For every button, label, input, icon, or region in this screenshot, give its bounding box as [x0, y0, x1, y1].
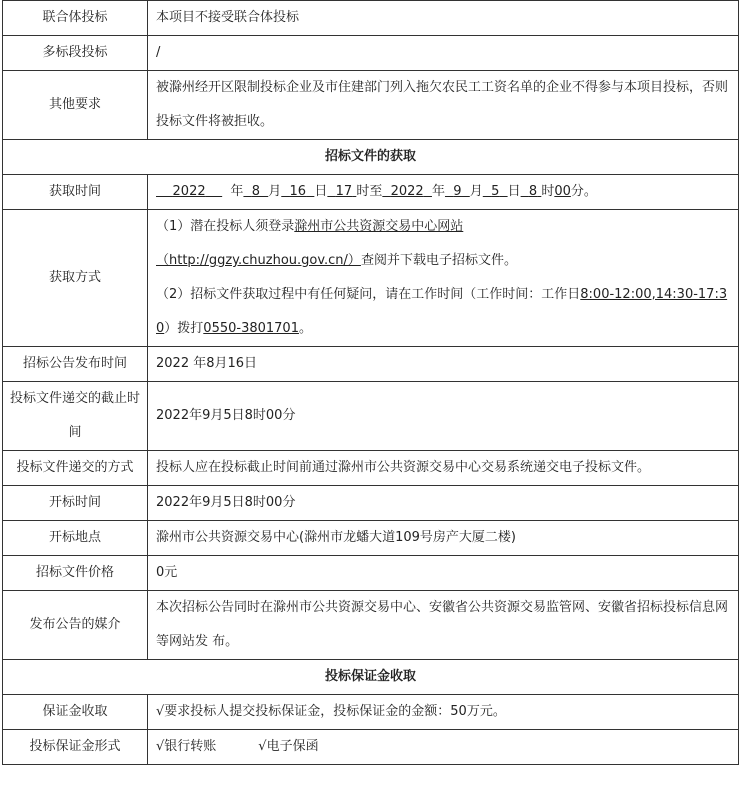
row-obtain-method [3, 210, 739, 347]
row-consortium [3, 1, 739, 36]
label-open-place: 开标地点 [3, 521, 148, 556]
value-open-place: 滁州市公共资源交易中心(滁州市龙蟠大道109号房产大厦二楼) [148, 521, 739, 556]
row-multi-section [3, 36, 739, 71]
row-obtain-time [3, 175, 739, 210]
row-deposit-form [3, 730, 739, 765]
bidding-info-table [2, 0, 739, 765]
row-section-obtain [3, 140, 739, 175]
row-deposit [3, 695, 739, 730]
label-submit-method: 投标文件递交的方式 [3, 451, 148, 486]
row-media [3, 591, 739, 660]
label-obtain-method: 获取方式 [3, 210, 148, 347]
label-other-requirements: 其他要求 [3, 71, 148, 140]
value-media: 本次招标公告同时在滁州市公共资源交易中心、安徽省公共资源交易监管网、安徽省招标投标信息网等网站发 布。 [148, 591, 739, 660]
row-section-deposit [3, 660, 739, 695]
label-media: 发布公告的媒介 [3, 591, 148, 660]
row-open-place [3, 521, 739, 556]
label-deposit-form: 投标保证金形式 [3, 730, 148, 765]
value-multi-section: / [148, 36, 739, 71]
label-deadline: 投标文件递交的截止时间 [3, 382, 148, 451]
end-hour: 8 [528, 184, 538, 199]
end-month: 9 [453, 184, 462, 199]
value-submit-method: 投标人应在投标截止时间前通过滁州市公共资源交易中心交易系统递交电子投标文件。 [148, 451, 739, 486]
section-title-deposit: 投标保证金收取 [3, 660, 739, 695]
end-year: 2022 [390, 184, 424, 199]
site-url-link[interactable]: （http://ggzy.chuzhou.gov.cn/） [156, 253, 361, 268]
row-open-time [3, 486, 739, 521]
label-multi-section: 多标段投标 [3, 36, 148, 71]
row-price [3, 556, 739, 591]
value-price: 0元 [148, 556, 739, 591]
label-open-time: 开标时间 [3, 486, 148, 521]
label-price: 招标文件价格 [3, 556, 148, 591]
start-hour: 17 [335, 184, 353, 199]
start-day: 16 [289, 184, 307, 199]
obtain-step-1-url: （http://ggzy.chuzhou.gov.cn/）查阅并下载电子招标文件。 [156, 253, 517, 268]
row-deadline [3, 382, 739, 451]
obtain-step-2: （2）招标文件获取过程中有任何疑问，请在工作时间（工作时间：工作日8:00-12:00,14:30-17:30）拨打0550-3801701。 [156, 287, 728, 336]
value-deposit: √要求投标人提交投标保证金，投标保证金的金额：50万元。 [148, 695, 739, 730]
end-minute: 00 [554, 184, 571, 199]
row-announce-time [3, 347, 739, 382]
row-submit-method [3, 451, 739, 486]
value-obtain-time: 2022 年 8 月 16 日 17 时至 2022 年 9 月 5 日 8 时00分。 [148, 175, 739, 210]
label-announce-time: 招标公告发布时间 [3, 347, 148, 382]
start-month: 8 [251, 184, 260, 199]
label-deposit: 保证金收取 [3, 695, 148, 730]
end-day: 5 [491, 184, 500, 199]
value-deposit-form [148, 730, 739, 765]
start-year: 2022 [172, 184, 206, 199]
section-title-obtain: 招标文件的获取 [3, 140, 739, 175]
option-e-guarantee: √电子保函 [258, 739, 319, 754]
value-other-requirements: 被滁州经开区限制投标企业及市住建部门列入拖欠农民工工资名单的企业不得参与本项目投标，否则投标文件将被拒收。 [148, 71, 739, 140]
value-consortium: 本项目不接受联合体投标 [148, 1, 739, 36]
value-deadline: 2022年9月5日8时00分 [148, 382, 739, 451]
site-name-link[interactable]: 滁州市公共资源交易中心网站 [294, 219, 464, 234]
work-hours: 8:00-12:00,14:30-17:30 [156, 287, 728, 336]
value-obtain-method [148, 210, 739, 347]
phone-number: 0550-3801701 [203, 321, 299, 336]
obtain-step-1: （1）潜在投标人须登录滁州市公共资源交易中心网站 [156, 219, 464, 234]
row-other-requirements [3, 71, 739, 140]
label-obtain-time: 获取时间 [3, 175, 148, 210]
option-bank-transfer: √银行转账 [156, 739, 217, 754]
label-consortium: 联合体投标 [3, 1, 148, 36]
value-open-time: 2022年9月5日8时00分 [148, 486, 739, 521]
value-announce-time: 2022 年8月16日 [148, 347, 739, 382]
